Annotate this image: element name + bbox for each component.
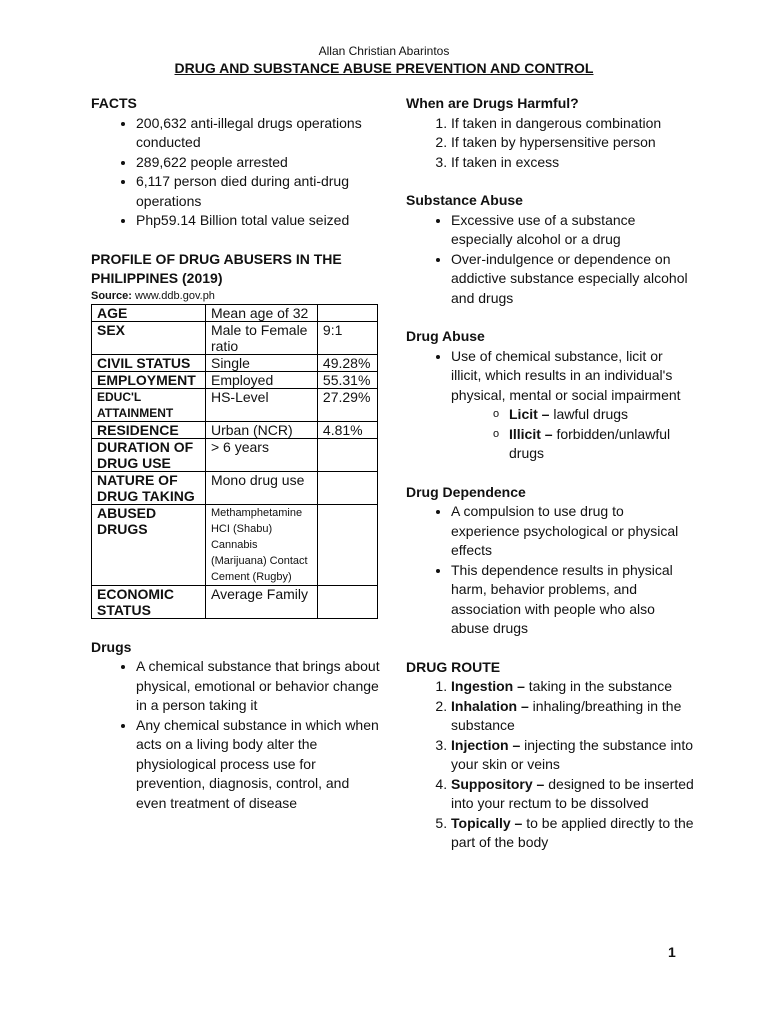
table-pct: 55.31% bbox=[317, 371, 377, 388]
facts-item: • 289,622 people arrested bbox=[136, 153, 381, 173]
table-key: CIVIL STATUS bbox=[92, 354, 206, 371]
table-key: SEX bbox=[92, 321, 206, 354]
drug-abuse-heading: Drug Abuse bbox=[406, 328, 485, 344]
table-row bbox=[92, 504, 378, 585]
drugs-item: • A chemical substance that brings about physical, emotional or behavior change in a person taking it bbox=[136, 657, 381, 716]
drug-abuse-list bbox=[406, 347, 696, 464]
table-value: HS-Level bbox=[205, 388, 317, 421]
route-desc: inhaling/breathing in the substance bbox=[451, 697, 682, 733]
page-number: 1 bbox=[668, 944, 676, 960]
route-item bbox=[451, 697, 696, 736]
route-list bbox=[406, 677, 696, 853]
dependence-item: • This dependence results in physical harm, behavior problems, and association with people who also abuse drugs bbox=[451, 561, 696, 639]
dependence-heading: Drug Dependence bbox=[406, 483, 526, 500]
table-value: Mean age of 32 bbox=[205, 304, 317, 321]
route-term: Injection – bbox=[451, 736, 521, 753]
route-heading: DRUG ROUTE bbox=[406, 658, 501, 675]
table-key: NATURE OF DRUG TAKING bbox=[92, 471, 206, 504]
table-pct: 9:1 bbox=[317, 321, 377, 354]
facts-item: • 6,117 person died during anti-drug operations bbox=[136, 172, 381, 211]
table-row bbox=[92, 388, 378, 421]
table-row bbox=[92, 304, 378, 321]
substance-abuse-heading: Substance Abuse bbox=[406, 192, 523, 208]
facts-item: • Php59.14 Billion total value seized bbox=[136, 211, 381, 231]
left-column bbox=[91, 94, 381, 813]
table-row bbox=[92, 354, 378, 371]
spacer bbox=[406, 172, 696, 191]
table-row bbox=[92, 585, 378, 618]
substance-abuse-item: • Excessive use of a substance especially alcohol or a drug bbox=[451, 211, 696, 250]
harmful-heading: When are Drugs Harmful? bbox=[406, 95, 579, 111]
document-title-text: DRUG AND SUBSTANCE ABUSE PREVENTION AND CONTROL bbox=[174, 60, 594, 76]
source-label: Source: bbox=[91, 289, 132, 302]
table-value: Single bbox=[205, 354, 317, 371]
subitem-term: Illicit – bbox=[509, 425, 553, 442]
profile-heading: PROFILE OF DRUG ABUSERS IN THE PHILIPPINES (2019) bbox=[91, 250, 342, 286]
drugs-heading: Drugs bbox=[91, 638, 132, 655]
author-name: Allan Christian Abarintos bbox=[318, 44, 450, 58]
substance-abuse-list bbox=[406, 211, 696, 309]
route-desc: injecting the substance into your skin or veins bbox=[451, 736, 694, 772]
drugs-item: • Any chemical substance in which when acts on a living body alter the physiological process use for prevention, diagnosis, control, and even treatment of disease bbox=[136, 716, 381, 814]
profile-table bbox=[91, 304, 378, 619]
route-term: Inhalation – bbox=[451, 697, 529, 714]
route-item bbox=[451, 677, 696, 697]
table-row bbox=[92, 371, 378, 388]
table-pct: 4.81% bbox=[317, 421, 377, 438]
table-key: ABUSED DRUGS bbox=[92, 504, 206, 585]
harmful-item: 1. If taken in dangerous combination bbox=[451, 114, 696, 134]
drug-abuse-subitem bbox=[509, 425, 696, 464]
table-value: > 6 years bbox=[205, 438, 317, 471]
table-pct: 49.28% bbox=[317, 354, 377, 371]
table-key: AGE bbox=[92, 304, 206, 321]
route-item bbox=[451, 736, 696, 775]
drug-abuse-item-text: Use of chemical substance, licit or illicit, which results in an individual's physical, mental or social impairment bbox=[451, 347, 681, 403]
route-desc: to be applied directly to the part of the body bbox=[451, 814, 694, 850]
route-desc: taking in the substance bbox=[524, 678, 673, 694]
document-title bbox=[0, 60, 768, 76]
drug-abuse-sublist bbox=[451, 405, 696, 464]
facts-list bbox=[91, 114, 381, 231]
profile-source bbox=[91, 289, 381, 303]
route-term: Topically – bbox=[451, 814, 523, 831]
route-term: Ingestion – bbox=[451, 678, 525, 694]
table-pct bbox=[317, 438, 377, 471]
harmful-list bbox=[406, 114, 696, 173]
dependence-item: • A compulsion to use drug to experience psychological or physical effects bbox=[451, 502, 696, 561]
subitem-term: Licit – bbox=[509, 406, 550, 422]
source-value: www.ddb.gov.ph bbox=[131, 289, 215, 302]
harmful-item: 3. If taken in excess bbox=[451, 153, 696, 173]
table-pct bbox=[317, 471, 377, 504]
spacer bbox=[91, 231, 381, 250]
table-row bbox=[92, 321, 378, 354]
facts-heading: FACTS bbox=[91, 95, 137, 111]
route-item bbox=[451, 814, 696, 853]
facts-item: • 200,632 anti-illegal drugs operations conducted bbox=[136, 114, 381, 153]
substance-abuse-item: • Over-indulgence or dependence on addictive substance especially alcohol and drugs bbox=[451, 250, 696, 309]
harmful-item: 2. If taken by hypersensitive person bbox=[451, 133, 696, 153]
table-pct bbox=[317, 504, 377, 585]
spacer bbox=[406, 464, 696, 483]
spacer bbox=[406, 308, 696, 327]
table-key: RESIDENCE bbox=[92, 421, 206, 438]
table-value: Urban (NCR) bbox=[205, 421, 317, 438]
route-item bbox=[451, 775, 696, 814]
table-value: Employed bbox=[205, 371, 317, 388]
route-term: Suppository – bbox=[451, 775, 545, 792]
table-key: DURATION OF DRUG USE bbox=[92, 438, 206, 471]
table-key: EDUC'L ATTAINMENT bbox=[92, 388, 206, 421]
table-key: EMPLOYMENT bbox=[92, 371, 206, 388]
table-key: ECONOMIC STATUS bbox=[92, 585, 206, 618]
dependence-list bbox=[406, 502, 696, 639]
table-row bbox=[92, 471, 378, 504]
drugs-list bbox=[91, 657, 381, 813]
right-column bbox=[406, 94, 696, 853]
table-pct: 27.29% bbox=[317, 388, 377, 421]
route-desc: designed to be inserted into your rectum to be dissolved bbox=[451, 775, 694, 811]
subitem-desc: forbidden/unlawful drugs bbox=[509, 425, 671, 461]
table-value: Average Family bbox=[205, 585, 317, 618]
table-value: Methamphetamine HCI (Shabu) Cannabis (Marijuana) Contact Cement (Rugby) bbox=[205, 504, 317, 585]
table-pct bbox=[317, 304, 377, 321]
spacer bbox=[91, 619, 381, 638]
subitem-desc: lawful drugs bbox=[549, 406, 629, 422]
table-pct bbox=[317, 585, 377, 618]
table-value: Mono drug use bbox=[205, 471, 317, 504]
table-value: Male to Female ratio bbox=[205, 321, 317, 354]
drug-abuse-item bbox=[451, 347, 696, 464]
spacer bbox=[406, 639, 696, 658]
table-row bbox=[92, 421, 378, 438]
drug-abuse-subitem bbox=[509, 405, 696, 425]
table-row bbox=[92, 438, 378, 471]
